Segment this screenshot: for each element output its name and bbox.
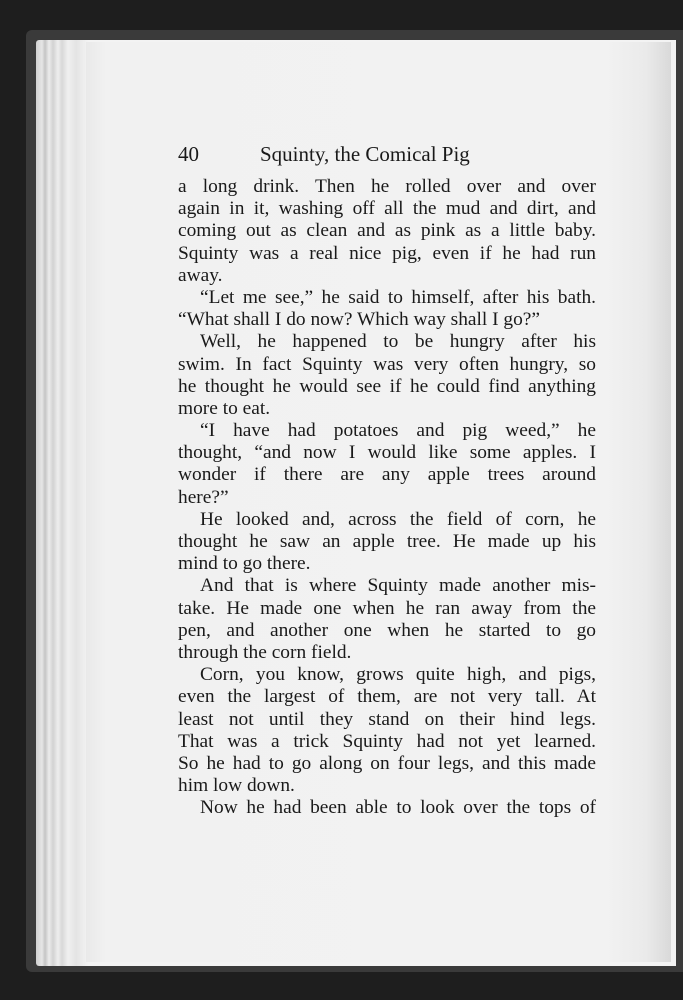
text-line: coming out as clean and as pink as a little baby. (178, 220, 596, 242)
text-line: pen, and another one when he started to go (178, 619, 596, 641)
text-line: away. (178, 264, 223, 286)
page-header (178, 138, 596, 170)
text-line: wonder if there are any apple trees around (178, 464, 596, 486)
running-title: Squinty, the Comical Pig (260, 142, 470, 166)
text-line: he thought he would see if he could find anything (178, 375, 596, 397)
text-line: “Let me see,” he said to himself, after his bath. (200, 286, 596, 308)
page-number: 40 (178, 142, 199, 166)
text-line: He looked and, across the field of corn, he (200, 508, 596, 530)
text-line: Squinty was a real nice pig, even if he had run (178, 242, 596, 264)
page-text (178, 138, 596, 819)
text-line: through the corn field. (178, 641, 352, 663)
text-line: more to eat. (178, 397, 271, 419)
text-line: here?” (178, 486, 229, 508)
text-line: him low down. (178, 775, 295, 797)
text-line: again in it, washing off all the mud and dirt, and (178, 198, 596, 220)
text-line: take. He made one when he ran away from the (178, 597, 596, 619)
text-line: even the largest of them, are not very tall. At (178, 686, 596, 708)
text-line: mind to go there. (178, 553, 311, 575)
text-line: Corn, you know, grows quite high, and pigs, (200, 664, 596, 686)
text-line: “I have had potatoes and pig weed,” he (200, 420, 596, 442)
text-line: Now he had been able to look over the tops of (200, 797, 596, 819)
text-line: thought he saw an apple tree. He made up his (178, 531, 596, 552)
text-line: least not until they stand on their hind legs. (178, 708, 596, 730)
text-line: And that is where Squinty made another mis- (200, 575, 596, 597)
body-text (178, 176, 596, 819)
text-line: a long drink. Then he rolled over and over (178, 176, 596, 197)
text-line: That was a trick Squinty had not yet learned. (178, 730, 596, 752)
text-line: thought, “and now I would like some apples. I (178, 442, 596, 464)
text-line: swim. In fact Squinty was very often hungry, so (178, 353, 596, 375)
text-line: So he had to go along on four legs, and this made (178, 752, 596, 774)
text-line: Well, he happened to be hungry after his (200, 331, 596, 353)
text-line: “What shall I do now? Which way shall I go?” (178, 309, 541, 331)
